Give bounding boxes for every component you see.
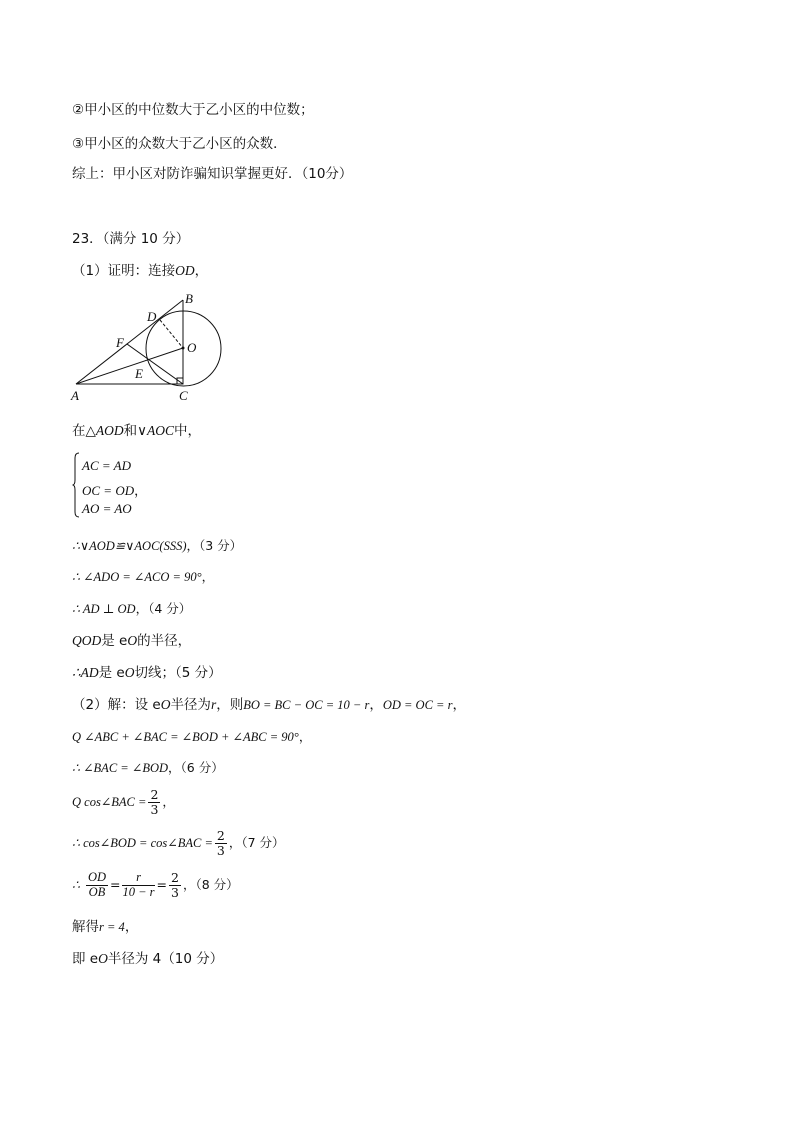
equals: = bbox=[156, 876, 168, 892]
comma: ， bbox=[369, 697, 383, 713]
system-eq-3: AO = AO bbox=[82, 501, 132, 516]
numerator: 2 bbox=[150, 787, 159, 802]
text-radius: 的半径， bbox=[137, 633, 192, 649]
label-b: B bbox=[185, 291, 193, 306]
text-that-is: 即 e bbox=[72, 951, 99, 967]
segment-ao bbox=[76, 348, 183, 384]
summary: 综上：甲小区对防诈骗知识掌握更好．（10分） bbox=[72, 166, 353, 182]
label-f: F bbox=[116, 335, 124, 350]
part2-setup bbox=[72, 698, 466, 713]
denominator: 10 − r bbox=[122, 884, 155, 899]
comma: ， bbox=[298, 729, 312, 744]
label-e: E bbox=[135, 366, 143, 381]
center-o-dot bbox=[182, 347, 185, 350]
denominator: 3 bbox=[171, 884, 179, 900]
part2-label: （2）解：设 e bbox=[72, 697, 161, 713]
triangle-aoc: AOC bbox=[147, 423, 175, 438]
comma: ， bbox=[452, 697, 466, 713]
angle-sum-expr: Q ∠ABC + ∠BAC = ∠BOD + ∠ABC = 90° bbox=[72, 730, 299, 744]
bo-expr: BO = BC − OC = 10 − r bbox=[243, 698, 370, 712]
numerator: r bbox=[122, 871, 154, 886]
ratio-equation bbox=[72, 871, 239, 900]
circle-o-label: O bbox=[124, 665, 135, 680]
circle-o-label: O bbox=[127, 633, 138, 648]
because-sym: Q bbox=[72, 633, 82, 648]
perp-expr: ∴ AD ⊥ OD bbox=[72, 602, 136, 616]
triangle-aod: AOD bbox=[95, 423, 124, 438]
system-eq-1: AC = AD bbox=[82, 458, 131, 473]
angle-eq-expr: ∴ ∠BAC = ∠BOD bbox=[72, 761, 169, 775]
system-brace bbox=[72, 452, 80, 518]
cos-expr: Q cos∠BAC = bbox=[72, 794, 147, 809]
denominator: OB bbox=[88, 884, 106, 899]
cos-bod-expr: ∴ cos∠BOD = cos∠BAC = bbox=[72, 835, 213, 850]
segment-ab bbox=[76, 300, 183, 384]
text-then: ，则 bbox=[216, 697, 244, 713]
od-expr: OD = OC = r bbox=[382, 698, 453, 712]
part1-intro bbox=[72, 264, 208, 279]
fraction-two-thirds bbox=[215, 829, 227, 858]
label-c: C bbox=[179, 388, 188, 403]
statement-2: ②甲小区的中位数大于乙小区的中位数； bbox=[72, 102, 314, 118]
segment-od: OD bbox=[175, 263, 195, 278]
congruence-conclusion bbox=[72, 540, 242, 553]
fraction-two-thirds bbox=[148, 788, 160, 817]
angle-expr: ∴ ∠ADO = ∠ACO = 90° bbox=[72, 570, 202, 584]
circle-o-label: O bbox=[160, 697, 171, 712]
fraction-two-thirds bbox=[169, 871, 181, 900]
solve-r bbox=[72, 921, 138, 935]
numerator: OD bbox=[87, 870, 106, 884]
text-is: 是 e bbox=[101, 633, 128, 649]
circle-o-label: O bbox=[98, 951, 108, 966]
final-answer bbox=[72, 952, 223, 967]
angle-equality bbox=[72, 571, 214, 584]
radius-statement bbox=[72, 634, 191, 649]
angle-sum bbox=[72, 731, 311, 744]
denominator: 3 bbox=[216, 842, 225, 858]
question-23-heading: 23．（满分 10 分） bbox=[72, 231, 190, 247]
system-eq-2 bbox=[82, 480, 147, 499]
score-8: ，（8 分） bbox=[182, 876, 239, 892]
var-r: r bbox=[210, 697, 217, 712]
part1-label: （1）证明：连接 bbox=[72, 263, 176, 279]
label-a: A bbox=[71, 388, 79, 403]
equals: = bbox=[110, 876, 121, 892]
tangent-conclusion bbox=[72, 666, 222, 681]
text-radius-is: 半径为 bbox=[170, 697, 211, 713]
fraction-r-over bbox=[122, 871, 154, 900]
text-solve: 解得 bbox=[72, 919, 99, 935]
score-7: ，（7 分） bbox=[228, 834, 285, 850]
r-value: r = 4 bbox=[99, 920, 125, 934]
label-o: O bbox=[187, 340, 197, 355]
score-3: ，（3 分） bbox=[186, 538, 243, 553]
fraction-od-ob bbox=[86, 871, 108, 900]
comma: ， bbox=[201, 569, 215, 584]
comma: ， bbox=[134, 484, 148, 499]
segment-do-dashed bbox=[160, 320, 183, 348]
denominator: 3 bbox=[150, 801, 159, 817]
statement-3: ③甲小区的众数大于乙小区的众数． bbox=[72, 136, 287, 152]
comma: ， bbox=[162, 793, 175, 809]
text-and: 和∨ bbox=[123, 423, 148, 439]
congruence-expr: ∴∨AOD≌∨AOC(SSS) bbox=[72, 539, 187, 553]
text-in: 在△ bbox=[72, 423, 96, 439]
segment-od: OD bbox=[81, 633, 102, 648]
perpendicular-conclusion bbox=[72, 603, 191, 616]
segment-ad: AD bbox=[80, 665, 99, 680]
geometry-figure bbox=[68, 290, 238, 405]
cos-bod bbox=[72, 829, 285, 858]
numerator: 2 bbox=[171, 870, 179, 885]
score-10: 半径为 4（10 分） bbox=[107, 951, 224, 967]
cos-bac bbox=[72, 788, 175, 817]
comma: ， bbox=[124, 919, 139, 935]
text-is: 是 e bbox=[98, 665, 125, 681]
label-d: D bbox=[147, 309, 157, 324]
eq-oc-od: OC = OD bbox=[82, 483, 135, 498]
therefore-sym: ∴ bbox=[72, 665, 81, 680]
comma: ， bbox=[194, 263, 209, 279]
therefore-sym: ∴ bbox=[72, 877, 80, 892]
text-end: 中， bbox=[174, 423, 202, 439]
numerator: 2 bbox=[216, 828, 225, 843]
triangle-statement bbox=[72, 424, 201, 439]
score-5: 切线；（5 分） bbox=[134, 665, 222, 681]
score-6: ，（6 分） bbox=[168, 760, 224, 775]
score-4: ，（4 分） bbox=[135, 601, 192, 616]
angle-bac-eq-bod bbox=[72, 762, 224, 775]
